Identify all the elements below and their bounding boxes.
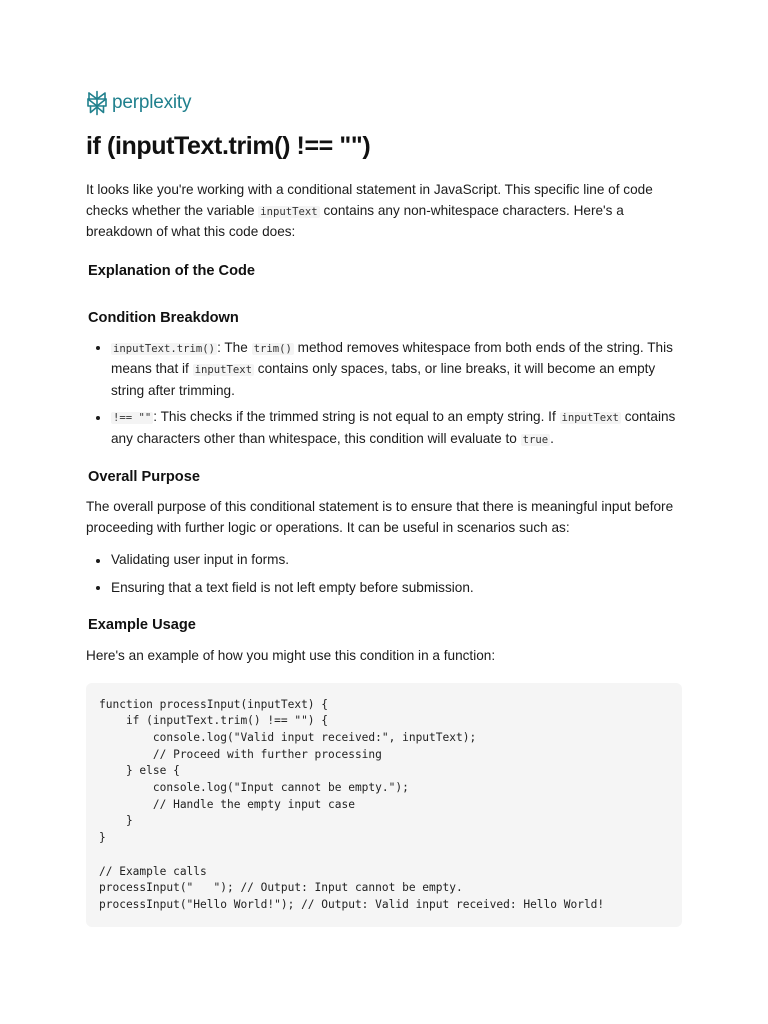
- intro-text-2: contains any non-whitespace characters. Here's a breakdown of what this code does:: [86, 202, 624, 239]
- example-paragraph: Here's an example of how you might use this condition in a function:: [86, 648, 496, 663]
- list-item-text: contains only spaces, tabs, or line breaks, it will become an empty string after trimming.: [111, 361, 656, 398]
- list-item: [86, 407, 682, 450]
- intro-text-1: It looks like you're working with a conditional statement in JavaScript. This specific line of code checks whether the variable: [86, 182, 653, 218]
- inline-code: inputText: [561, 412, 619, 424]
- heading-condition-breakdown: Condition Breakdown: [88, 309, 239, 326]
- intro-paragraph: [86, 180, 682, 243]
- list-item: Ensuring that a text field is not left empty before submission.: [86, 578, 682, 599]
- brand-header: [86, 88, 682, 118]
- overall-paragraph: The overall purpose of this conditional statement is to ensure that there is meaningful input before proceeding with further logic or operations. It can be useful in scenarios such as:: [86, 499, 674, 535]
- list-item-text: : This checks if the trimmed string is not equal to an empty string. If: [153, 409, 560, 424]
- scenario-list: [86, 550, 682, 598]
- list-item: [86, 338, 682, 402]
- list-item-text: .: [550, 430, 554, 446]
- perplexity-logo-icon: [86, 90, 108, 116]
- heading-overall-purpose: Overall Purpose: [88, 469, 200, 485]
- page-title: if (inputText.trim() !== ""): [86, 132, 371, 160]
- list-item: Validating user input in forms.: [86, 550, 682, 571]
- inline-code: true: [522, 433, 549, 446]
- list-item-text: contains any characters other than whitespace, this condition will evaluate to: [111, 409, 676, 446]
- inline-code: inputText: [194, 364, 253, 376]
- condition-list: [86, 338, 682, 451]
- document-page: [86, 88, 682, 927]
- heading-explanation: Explanation of the Code: [88, 262, 256, 279]
- list-item-text: : The: [217, 339, 252, 355]
- list-item-text: method removes whitespace from both ends of the string. This means that if: [111, 339, 673, 376]
- heading-example-usage: Example Usage: [88, 617, 196, 633]
- inline-code: trim(): [253, 342, 292, 355]
- brand-name: perplexity: [112, 92, 192, 113]
- intro-code-inputtext: inputText: [260, 205, 318, 218]
- inline-code: !== "": [113, 412, 152, 424]
- inline-code: inputText.trim(): [113, 342, 216, 355]
- code-content[interactable]: function processInput(inputText) { if (inputText.trim() !== "") { console.log("Valid input received:", inputText); // Proceed with further processing } else { console.log("Input cannot be empty."); // Handle the empty input case } } // Example calls processInput(" "); // Output: Input cannot be empty. processInput("Hello World!"); // Output: Valid input received: Hello World!: [99, 697, 605, 911]
- code-block[interactable]: [86, 683, 682, 927]
